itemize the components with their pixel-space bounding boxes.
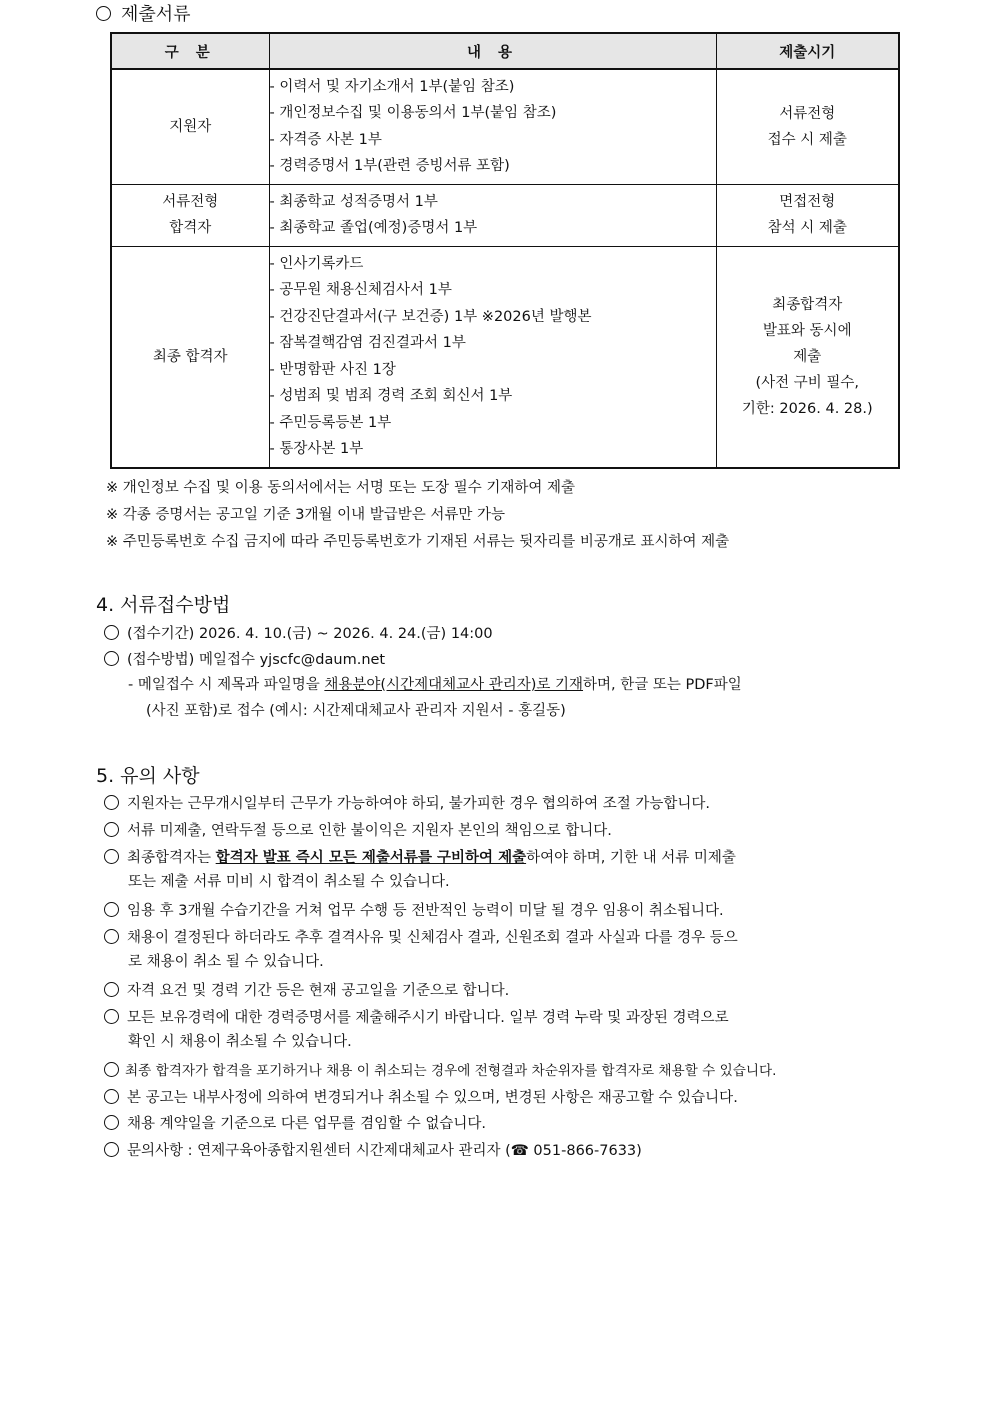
row-timing: [716, 69, 899, 184]
notice-item: [104, 845, 736, 867]
circle-bullet-icon: [104, 849, 119, 864]
category-line: 최종 합격자: [152, 348, 228, 365]
notice-text: 채용이 결정된다 하더라도 추후 결격사유 및 신체검사 결과, 신원조회 결과 사실과 다를 경우 등으: [127, 929, 738, 946]
notice-emphasis: 합격자 발표 즉시 모든 제출서류를 구비하여 제출: [215, 849, 527, 866]
list-item: - 개인정보수집 및 이용동의서 1부(붙임 참조): [269, 105, 557, 122]
list-item: - 공무원 채용신체검사서 1부: [269, 282, 452, 299]
notice-text: 채용 계약일을 기준으로 다른 업무를 겸임할 수 없습니다.: [127, 1115, 487, 1132]
row-items: [269, 246, 716, 468]
instruction-underlined: 채용분야(시간제대체교사 관리자)로 기재: [324, 677, 584, 693]
notice-item: [104, 1058, 776, 1080]
circle-bullet-icon: [104, 1142, 119, 1157]
list-item: - 성범죄 및 범죄 경력 조회 회신서 1부: [269, 388, 513, 405]
timing-line: 기한: 2026. 4. 28.): [741, 400, 873, 417]
bullet-receipt-period: [104, 621, 493, 643]
table-row: [111, 69, 899, 184]
mail-instruction-line2: (사진 포함)로 접수 (예시: 시간제대체교사 관리자 지원서 - 홍길동): [146, 703, 566, 719]
table-row: [111, 246, 899, 468]
list-item: - 최종학교 졸업(예정)증명서 1부: [269, 220, 478, 236]
notice-text: 본 공고는 내부사정에 의하여 변경되거나 취소될 수 있으며, 변경된 사항은 재공고할 수 있습니다.: [127, 1089, 738, 1106]
category-line: 지원자: [169, 118, 212, 135]
bullet-receipt-method: [104, 647, 385, 669]
circle-bullet-icon: [104, 1089, 119, 1104]
notes-list: [106, 478, 729, 559]
timing-line: 참석 시 제출: [767, 220, 847, 236]
header-category: 구 분: [111, 33, 269, 69]
notice-item: [104, 1111, 486, 1133]
timing-line: 제출: [793, 348, 822, 365]
row-category: [111, 69, 269, 184]
list-item: - 통장사본 1부: [269, 441, 364, 458]
notice-item: [104, 898, 724, 920]
notice-text: 임용 후 3개월 수습기간을 거쳐 업무 수행 등 전반적인 능력이 미달 될 경우 임용이 취소됩니다.: [127, 902, 724, 919]
timing-line: 최종합격자: [772, 296, 843, 313]
notice-text: 최종 합격자가 합격을 포기하거나 채용 이 취소되는 경우에 전형결과 차순위자를 합격자로 채용할 수 있습니다.: [125, 1063, 777, 1079]
circle-bullet-icon: [104, 795, 119, 810]
note-item: ※ 각종 증명서는 공고일 기준 3개월 이내 발급받은 서류만 가능: [106, 507, 506, 523]
row-timing: [716, 184, 899, 246]
note-item: ※ 개인정보 수집 및 이용 동의서에서는 서명 또는 도장 필수 기재하여 제출: [106, 480, 576, 496]
notice-item: [104, 791, 710, 813]
bullet-text: (접수기간) 2026. 4. 10.(금) ~ 2026. 4. 24.(금) 14:00: [127, 625, 493, 642]
list-item: - 이력서 및 자기소개서 1부(붙임 참조): [269, 78, 515, 95]
row-category: [111, 184, 269, 246]
category-line: 서류전형: [162, 194, 219, 210]
list-item: - 주민등록등본 1부: [269, 414, 392, 431]
circle-bullet-icon: [96, 6, 111, 21]
heading-text: 제출서류: [121, 4, 191, 25]
list-item: - 경력증명서 1부(관련 증빙서류 포함): [269, 158, 510, 175]
notice-item: [104, 1138, 642, 1160]
circle-bullet-icon: [104, 1115, 119, 1130]
row-category: [111, 246, 269, 468]
circle-bullet-icon: [104, 651, 119, 666]
notice-text: 자격 요건 및 경력 기간 등은 현재 공고일을 기준으로 합니다.: [127, 982, 510, 999]
row-timing: [716, 246, 899, 468]
list-item: - 건강진단결과서(구 보건증) 1부 ※2026년 발행본: [269, 308, 592, 325]
circle-bullet-icon: [104, 1062, 119, 1077]
notice-text: 서류 미제출, 연락두절 등으로 인한 불이익은 지원자 본인의 책임으로 합니다.: [127, 822, 612, 839]
notice-continuation: 로 채용이 취소 될 수 있습니다.: [128, 954, 324, 970]
notice-text: 하여야 하며, 기한 내 서류 미제출: [526, 849, 736, 866]
circle-bullet-icon: [104, 929, 119, 944]
category-line: 합격자: [169, 220, 212, 236]
header-content: 내 용: [269, 33, 716, 69]
list-item: - 자격증 사본 1부: [269, 131, 382, 148]
instruction-text: - 메일접수 시 제목과 파일명을: [128, 677, 325, 693]
notice-item: [104, 818, 612, 840]
notice-item: [104, 1005, 729, 1027]
row-items: [269, 69, 716, 184]
table-header-row: [111, 33, 899, 69]
timing-line: 접수 시 제출: [767, 131, 847, 148]
circle-bullet-icon: [104, 902, 119, 917]
list-item: - 인사기록카드: [269, 255, 364, 272]
table-row: [111, 184, 899, 246]
mail-instruction: [128, 674, 742, 696]
notice-text: 최종합격자는: [127, 849, 216, 866]
circle-bullet-icon: [104, 625, 119, 640]
row-items: [269, 184, 716, 246]
bullet-text: (접수방법) 메일접수 yjscfc@daum.net: [127, 651, 386, 668]
timing-line: 서류전형: [779, 105, 836, 122]
documents-table: [110, 32, 900, 469]
section-5-title: 5. 유의 사항: [96, 765, 200, 787]
notice-text: 지원자는 근무개시일부터 근무가 가능하여야 하되, 불가피한 경우 협의하여 조절 가능합니다.: [127, 795, 710, 812]
list-item: - 최종학교 성적증명서 1부: [269, 193, 438, 210]
notice-continuation: 확인 시 채용이 취소될 수 있습니다.: [128, 1034, 352, 1050]
list-item: - 반명함판 사진 1장: [269, 361, 396, 378]
circle-bullet-icon: [104, 1009, 119, 1024]
note-item: ※ 주민등록번호 수집 금지에 따라 주민등록번호가 기재된 서류는 뒷자리를 비공개로 표시하여 제출: [106, 534, 730, 550]
notice-item: [104, 978, 509, 1000]
circle-bullet-icon: [104, 982, 119, 997]
notice-text: 모든 보유경력에 대한 경력증명서를 제출해주시기 바랍니다. 일부 경력 누락 및 과장된 경력으로: [127, 1009, 729, 1026]
timing-line: (사전 구비 필수,: [755, 374, 860, 391]
notice-text: 문의사항 : 연제구육아종합지원센터 시간제대체교사 관리자 (☎ 051-866-7633): [127, 1142, 642, 1159]
notice-continuation: 또는 제출 서류 미비 시 합격이 취소될 수 있습니다.: [128, 874, 450, 890]
notice-item: [104, 925, 738, 947]
submit-docs-heading: [96, 0, 191, 26]
timing-line: 발표와 동시에: [762, 322, 852, 339]
timing-line: 면접전형: [779, 194, 836, 210]
list-item: - 잠복결핵감염 검진결과서 1부: [269, 335, 466, 352]
notice-item: [104, 1085, 738, 1107]
instruction-text: 하며, 한글 또는 PDF파일: [583, 677, 742, 693]
section-4-title: 4. 서류접수방법: [96, 594, 231, 616]
circle-bullet-icon: [104, 822, 119, 837]
header-timing: 제출시기: [716, 33, 899, 69]
